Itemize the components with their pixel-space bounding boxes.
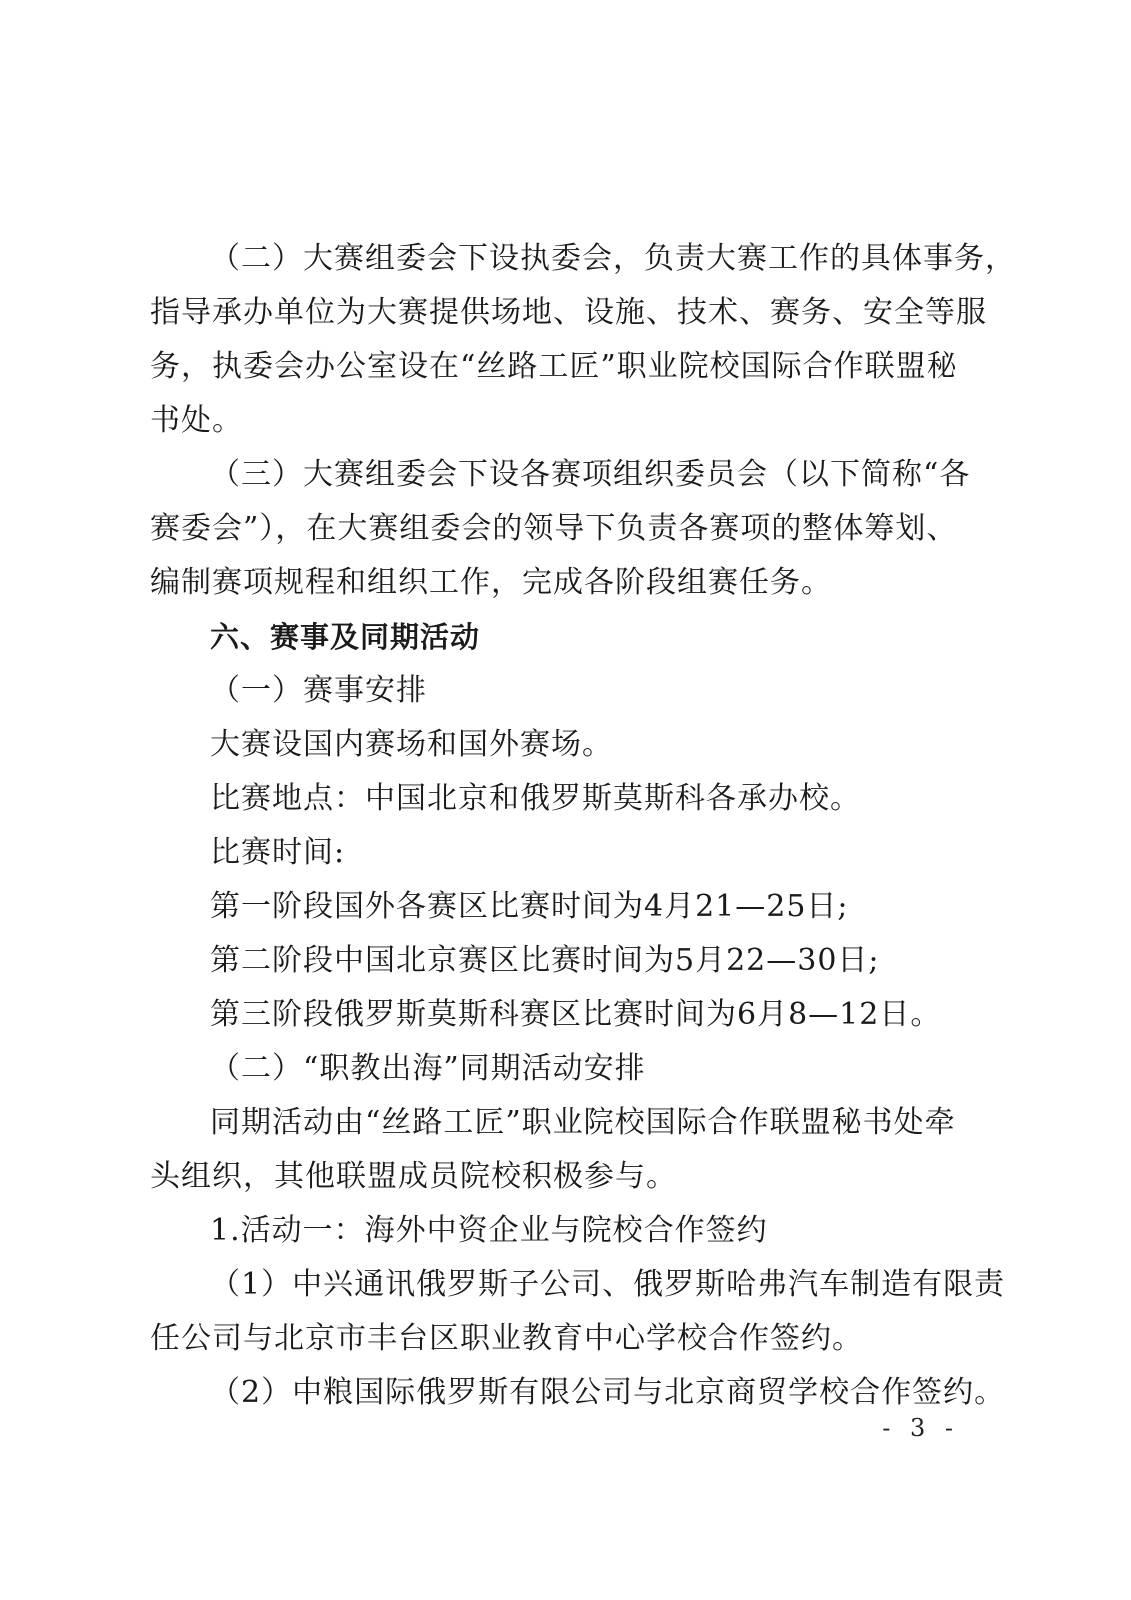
activity-1-item-1-line-2: 任公司与北京市丰台区职业教育中心学校合作签约。: [150, 1321, 863, 1356]
subheading-schedule: （一）赛事安排: [210, 673, 427, 708]
paragraph-3-line-3: 编制赛项规程和组织工作，完成各阶段组赛任务。: [150, 565, 832, 600]
paragraph-2-line-3: 务，执委会办公室设在“丝路工匠”职业院校国际合作联盟秘: [150, 349, 958, 384]
stage-3-time: 第三阶段俄罗斯莫斯科赛区比赛时间为6月8—12日。: [210, 997, 942, 1032]
activity-1-title: 1.活动一：海外中资企业与院校合作签约: [210, 1213, 768, 1248]
paragraph-2-line-4: 书处。: [150, 403, 243, 438]
venue-overview: 大赛设国内赛场和国外赛场。: [210, 727, 613, 762]
paragraph-2-line-2: 指导承办单位为大赛提供场地、设施、技术、赛务、安全等服: [150, 295, 987, 330]
stage-1-time: 第一阶段国外各赛区比赛时间为4月21—25日;: [210, 889, 849, 924]
stage-2-time: 第二阶段中国北京赛区比赛时间为5月22—30日;: [210, 943, 880, 978]
paragraph-3-line-2: 赛委会”），在大赛组委会的领导下负责各赛项的整体筹划、: [150, 511, 958, 546]
activity-1-item-1-line-1: （1）中兴通讯俄罗斯子公司、俄罗斯哈弗汽车制造有限责: [210, 1267, 1006, 1302]
page-number: - 3 -: [882, 1414, 959, 1442]
document-body: [150, 232, 1016, 1420]
activities-line-2: 头组织，其他联盟成员院校积极参与。: [150, 1159, 677, 1194]
competition-location: 比赛地点：中国北京和俄罗斯莫斯科各承办校。: [210, 781, 861, 816]
activity-1-item-2: （2）中粮国际俄罗斯有限公司与北京商贸学校合作签约。: [210, 1375, 1006, 1410]
competition-time-label: 比赛时间:: [210, 835, 346, 870]
activities-line-1: 同期活动由“丝路工匠”职业院校国际合作联盟秘书处牵: [210, 1105, 956, 1140]
section-heading-6: 六、赛事及同期活动: [210, 620, 481, 654]
paragraph-2-line-1: （二）大赛组委会下设执委会，负责大赛工作的具体事务，: [210, 241, 1016, 276]
paragraph-3-line-1: （三）大赛组委会下设各赛项组织委员会（以下简称“各: [210, 457, 971, 492]
subheading-activities: （二）“职教出海”同期活动安排: [210, 1051, 646, 1086]
